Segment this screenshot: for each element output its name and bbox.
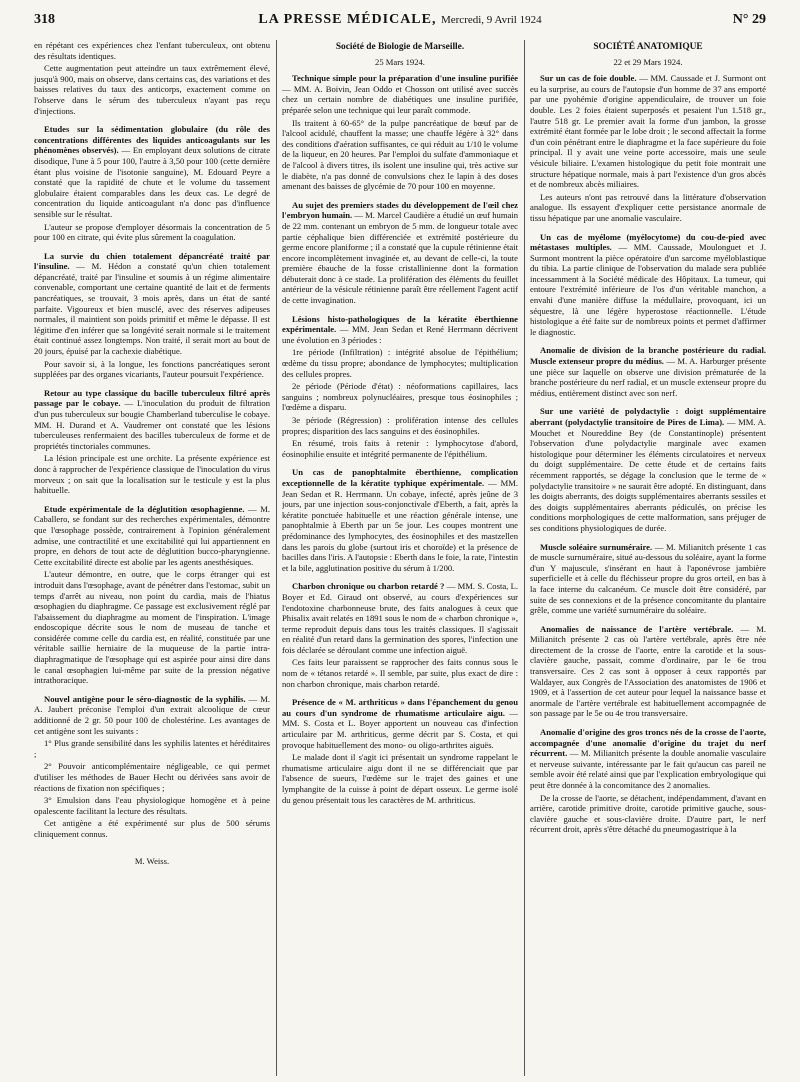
article-body: MM. Jean Sedan et René Herrmann décrivent une évolution en 3 périodes :	[282, 324, 518, 345]
paragraph: La lésion principale est une orchite. La présente expérience est donc à rapprocher de l'expérience classique de l'inoculation du virus morveux ; on sait que la localisation sur le testicule y est la plus habituelle.	[34, 453, 270, 496]
article-vertebrale: Anomalies de naissance de l'artère vertébrale. — M. Milianitch présente 2 cas où l'artère vertébrale, après être née directement de la crosse de l'aorte, entre la carotide et la sous-clavière gauche, passait, comme d'ordinaire, par le 6e trou transversaire. Ces 2 cas sont à opposer à ceux rapportés par Waldayer, aux Congrès de l'Association des anatomistes de 1906 et 1909, et à l'assertion de cet auteur pour lequel la naissance basse et anormale de l'artère vertébrale est habituellement accompagnée de son passage par le 5e ou 4e trou transversaire.	[530, 623, 766, 719]
article-oeil-embryon: Au sujet des premiers stades du développement de l'œil chez l'embryon humain. — M. Marcel Caudière a étudié un œuf humain de 22 mm. contenant un embryon de 5 mm. de longueur totale avec partie céphalique bien différenciée et extrémité postérieure du germe encore planiforme ; il a constaté que la cupule rétinienne était encore incomplètement invaginée et, au devant de celle-ci, la toute première ébauche de la fosse cristallinienne dont la formation débuterait donc à ce stade. La prolifération des éléments du feuillet antérieur de la vésicule rétinienne paraît être réellement l'agent actif de cette invagination.	[282, 199, 518, 306]
article-arthriticus: Présence de « M. arthriticus » dans l'épanchement du genou au cours d'un syndrome de rhumatisme articulaire aigu. — MM. S. Costa et L. Boyer apportent un nouveau cas d'infection articulaire par M. arthriticus, germe décrit par S. Costa, et qui provoque habituellement des mono- ou oligo-arthrites aiguës.	[282, 697, 518, 750]
article-title: Etude expérimentale de la déglutition œsophagienne.	[44, 503, 245, 514]
article-title: Retour au type classique du bacille tuberculeux filtré après passage par le cobaye.	[34, 387, 270, 409]
article-title: La survie du chien totalement dépancréaté traité par l'insuline.	[34, 250, 270, 272]
article-body: M. Milianitch présente 1 cas de muscle surnuméraire, situé au-dessous du soléaire, ayant la forme d'un Y majuscule, s'insérant en haut à l'aponévrose jambière superficielle et à celle du fléchisseur propre du gros orteil, en bas à la face interne du calcanéum. Ce muscle doit être considéré, par suite de ses connexions et de la présence concomitante du plantaire grêle, comme une variété surnuméraire du soléaire.	[530, 541, 766, 616]
paragraph: En résumé, trois faits à retenir : lymphocytose d'abord, éosinophilie ensuite et intégrité permanente de l'épithélium.	[282, 438, 518, 459]
article-body: MM. A. Boivin, Jean Oddo et Chosson ont utilisé avec succès chez un certain nombre de diabétiques une insuline purifiée, préparée selon une technique qui leur paraît commode.	[282, 83, 518, 115]
paragraph: Le malade dont il s'agit ici présentait un syndrome rappelant le rhumatisme articulaire aigu dont il ne se différenciait que par l'absence de sueurs, l'œdème sur le trajet des gaines et une lymphangite de la cuisse à point de départ osseux. Le germe isolé du genou présentait tous les caractères de M. arthriticus.	[282, 752, 518, 805]
article-charbon: Charbon chronique ou charbon retardé ? — MM. S. Costa, L. Boyer et Ed. Giraud ont observé, au cours d'expériences sur l'endotoxine charbonneuse brute, des faits analogues à ceux que Phisalix avait relatés en 1891 sous le nom de « charbon chronique », terme reproduit depuis dans tous les traités classiques. Il s'agissait en réalité d'un retard dans la germination des spores, l'infection une fois déclarée se déroulant comme une infection aiguë.	[282, 581, 518, 655]
article-title: Sur une variété de polydactylie : doigt supplémentaire aberrant (polydactylie transitoire de Pires de Lima).	[530, 406, 766, 427]
paragraph: L'auteur se propose d'employer désormais la concentration de 5 pour 100 en citrate, qui évite plus sûrement la coagulation.	[34, 221, 270, 243]
article-body: M. Hédon a constaté qu'un chien totalement dépancréaté, traité par l'insuline et soumis à un régime alimentaire convenable, comportant une certaine quantité de lait et de ferments pancréatiques, se trouvait, 3 mois après, dans un état de santé parfaite. Vigoureux et bien musclé, avec des réserves adipeuses normales, il maintient son poids primitif et même le dépasse. Il est légitime d'en inférer que sa longévité serait normale si le traitement était continué assez longtemps. Non traité, il serait mort au bout de 20 jours, épuisé par la cachexie diabétique.	[34, 261, 270, 357]
article-insuline-chien: La survie du chien totalement dépancréaté traité par l'insuline. — M. Hédon a constaté qu'un chien totalement dépancréaté, traité par l'insuline et soumis à un régime alimentaire convenable, comportant une certaine quantité de lait et de ferments pancréatiques, se trouvait, 3 mois après, dans un état de santé parfaite. Vigoureux et bien musclé, avec des réserves adipeuses normales, il maintient son poids primitif et même le dépasse. Il est légitime d'en inférer que sa longévité serait normale si le traitement était continué assez longtemps. Non traité, il serait mort au bout de 20 jours, épuisé par la cachexie diabétique.	[34, 250, 270, 357]
list-item: 2e période (Période d'état) : néoformations capillaires, lacs sanguins ; nombreux polynucléaires, presque tous éosinophiles ; l'œdème a disparu.	[282, 381, 518, 413]
article-foie-double: Sur un cas de foie double. — MM. Caussade et J. Surmont ont eu la surprise, au cours de l'autopsie d'un homme de 37 ans emporté par une pyohémie d'origine appendiculaire, de trouver un foie double. Les 2 foies étaient superposés et pesaient l'un 1.518 gr., l'autre 518 gr. Le premier avait la forme d'un jambon, la grosse extrémité étant formée par le lobe droit ; le second affectait la forme d'un coin pénétrant entre le diaphragme et la face supérieure du foie principal. Il y avait une veine porte accessoire, mais une seule vésicule biliaire. L'examen histologique du petit foie montrait une structure hépatique normale, mais à part l'existence d'un gros abcès et de nombreux abcès miliaires.	[530, 73, 766, 190]
article-title: Nouvel antigène pour le séro-diagnostic de la syphilis.	[44, 693, 246, 704]
article-title: Lésions histo-pathologiques de la kératite éberthienne expérimentale.	[282, 313, 518, 335]
list-item: 1re période (Infiltration) : intégrité absolue de l'épithélium; œdème du tissu propre; abondance de lymphocytes; multiplication des cellules propres.	[282, 347, 518, 379]
article-title: Présence de « M. arthriticus » dans l'épanchement du genou au cours d'un syndrome de rhumatisme articulaire aigu.	[282, 697, 518, 718]
article-body: MM. Caussade, Moulonguet et J. Surmont montrent la pièce opératoire d'un sarcome myéloblastique du tibia. La partie clinique de l'observation du malade sera publiée incessamment à la Société médicale des Hôpitaux. La tumeur, qui entoure l'extrémité inférieure de l'os d'un véritable manchon, a envahi d'une manière diffuse la médullaire, provoquant, ici un séquestre, là une légère hyperostose réactionnelle. L'étude histologique a été faite sur de nombreux points et permet d'affirmer le diagnostic.	[530, 242, 766, 337]
article-sedimentation: Etudes sur la sédimentation globulaire (du rôle des concentrations différentes des liquides anticoagulants sur les phénomènes observés). — En employant deux solutions de citrate disodique, l'une à 5 pour 100, l'autre à 3,50 pour 100 (cette dernière étant plus voisine de l'isotonie sanguine), M. Edouard Peyre a constaté que la rapidité de chute et le volume du tassement globulaire étaient comparables dans les deux cas. Le degré de concentration du liquide anticoagulant n'a donc pas d'influence sensible sur le résultat.	[34, 124, 270, 219]
paragraph: Cette augmentation peut atteindre un taux extrêmement élevé, jusqu'à 900, mais on observe, dans certains cas, des variations et des baisses relatives du taux des anticorps, exactement comme on l'observe dans le sérum des tuberculeux n'ayant pas reçu d'injections.	[34, 63, 270, 116]
article-title: Anomalie de division de la branche postérieure du radial. Muscle extenseur propre du médius.	[530, 345, 766, 367]
article-title: Etudes sur la sédimentation globulaire (du rôle des concentrations différentes des liquides anticoagulants sur les phénomènes observés).	[34, 124, 270, 156]
paragraph: Ces faits leur paraissent se rapprocher des faits connus sous le nom de « tétanos retardé ». Il semble, par suite, plus exact de dire : non charbon chronique, mais charbon retardé.	[282, 657, 518, 689]
column-left	[34, 40, 270, 1076]
section-title: Société de Biologie de Marseille.	[335, 42, 465, 52]
session-date: 25 Mars 1924.	[375, 56, 425, 67]
article-title: Un cas de myélome (myélocytome) du cou-de-pied avec métastases multiples.	[530, 231, 766, 253]
article-deglutition: Etude expérimentale de la déglutition œsophagienne. — M. Caballero, se fondant sur des recherches expérimentales, démontre que l'œsophage possède, contrairement à l'opinion généralement admise, une contractilité et une excitabilité qui lui appartiennent en propre, en dehors de tout acte de déglutition bucco-pharyngienne. Cette excitabilité directe est abolie par les agents anesthésiques.	[34, 503, 270, 567]
article-title: Anomalies de naissance de l'artère vertébrale.	[540, 623, 734, 634]
paragraph: Ils traitent à 60-65° de la pulpe pancréatique de bœuf par de l'alcool acidulé, chauffent la masse; une chauffe légère à 32° dans des conditions d'aération suffisantes, ce qui réduit au 1/10 le volume de la liqueur, en 20 heures. Par l'emploi du sulfate d'ammoniaque et de l'alcool à divers titres, ils isolent une insuline qui, très active sur le diabète, n'a pas donné de convulsions chez le lapin à des doses amenant des baisses de glycémie de 70 pour 100 en moyenne.	[282, 117, 518, 192]
article-body: MM. S. Costa, L. Boyer et Ed. Giraud ont observé, au cours d'expériences sur l'endotoxine charbonneuse brute, des faits analogues à ceux que Phisalix avait relatés en 1891 sous le nom de « charbon chronique », terme reproduit depuis dans tous les traités classiques. Il s'agissait en réalité d'un retard dans la germination des spores, l'infection une fois déclarée se déroulant comme une infection aiguë.	[282, 581, 518, 655]
article-body: MM. Caussade et J. Surmont ont eu la surprise, au cours de l'autopsie d'un homme de 37 ans emporté par une pyohémie d'origine appendiculaire, de trouver un foie double. Les 2 foies étaient superposés et pesaient l'un 1.518 gr., l'autre 518 gr. Le premier avait la forme d'un jambon, la grosse extrémité étant formée par le lobe droit ; le second affectait la forme d'un coin pénétrant entre le diaphragme et la face supérieure du foie principal. Il y avait une veine porte accessoire, mais une seule vésicule biliaire. L'examen histologique du petit foie montrait une structure hépatique normale, mais à part l'existence d'un gros abcès et de nombreux abcès miliaires.	[530, 73, 766, 190]
column-rule	[276, 40, 277, 1076]
article-body: L'inoculation du produit de filtration d'un pus tuberculeux sur bougie Chamberland tuberculise le cobaye. MM. H. Durand et A. Vaudremer ont constaté que les lésions tuberculeuses renfermaient des bacilles tuberculeux de forme et de propriétés tinctoriales communes.	[34, 398, 270, 451]
article-panophtalmite: Un cas de panophtalmite éberthienne, complication exceptionnelle de la kératite typhique expérimentale. — MM. Jean Sedan et R. Herrmann. Un cobaye, infecté, après jeûne de 3 jours, par une injection sous-conjonctivale d'Eberth, a fait, après la kératite ponctuée habituelle et une réaction générale intense, une panophtalmie à Eberth par un 5e jour. Les coupes montrent une prédominance des lymphocytes, des éosinophiles et des mastzellen dans les parois du globe (surtout iris et choroïde) et la présence de bacilles dans l'iris. A l'autopsie : Eberth dans le foie, la rate, l'intestin et la bile, agglutination positive du sérum à 1/200.	[282, 467, 518, 573]
paragraph: Cet antigène a été expérimenté sur plus de 500 sérums cliniquement connus.	[34, 818, 270, 839]
signature: M. Weiss.	[134, 855, 170, 866]
article-body: M. Milianitch présente 2 cas où l'artère vertébrale, après être née directement de la crosse de l'aorte, entre la carotide et la sous-clavière gauche, passait, comme d'ordinaire, par le 6e trou transversaire. Ces 2 cas sont à opposer à ceux rapportés par Waldayer, aux Congrès de l'Association des anatomistes de 1906 et 1909, et à l'assertion de cet auteur pour lequel la naissance basse et anormale de l'artère vertébrale est habituellement accompagnée de son passage par le 5e ou 4e trou transversaire.	[530, 623, 766, 719]
running-title	[34, 12, 766, 28]
column-rule	[524, 40, 525, 1076]
article-body: MM. A. Mouchet et Noureddine Bey (de Constantinople) présentent l'observation d'une polydactylie marginale avec examen histologique pour déterminer les éléments circulatoires et nerveux du doigt supplémentaire. De cette étude et de certains faits récemment rapportés, se dégage la conclusion que le terme de « polydactylie transitoire » ne saurait être adopté. En distinguant, dans les doigts aberrants, des doigts supplémentaires aberrants sessiles et des doigts supplémentaires aberrants pédiculés, on précise les conditions morphologiques de cette malformation, sans préjuger de ses conditions physiologiques de durée.	[530, 417, 766, 533]
article-body: M. Marcel Caudière a étudié un œuf humain de 22 mm. contenant un embryon de 5 mm. de longueur totale avec partie céphalique bien différenciée et extrémité postérieure du germe encore planiforme ; il a constaté que la cupule rétinienne était encore incomplètement invaginée et, au devant de celle-ci, la toute première ébauche de la fosse cristallinienne dont la formation débuterait donc à ce stade. La prolifération des éléments du feuillet antérieur de la vésicule rétinienne paraît être réellement l'agent actif de cette invagination.	[282, 210, 518, 306]
list-item: 3° Emulsion dans l'eau physiologique homogène et à peine opalescente facilitant la lecture des résultats.	[34, 795, 270, 816]
article-bacille-filtre: Retour au type classique du bacille tuberculeux filtré après passage par le cobaye. — L'inoculation du produit de filtration d'un pus tuberculeux sur bougie Chamberland tuberculise le cobaye. MM. H. Durand et A. Vaudremer ont constaté que les lésions tuberculeuses renfermaient des bacilles tuberculeux de forme et de propriétés tinctoriales communes.	[34, 387, 270, 451]
paragraph: Pour savoir si, à la longue, les fonctions pancréatiques seront suppléées par des organes vicariants, l'auteur poursuit l'expérience.	[34, 358, 270, 380]
session-date: 22 et 29 Mars 1924.	[613, 56, 683, 67]
article-title: Au sujet des premiers stades du développement de l'œil chez l'embryon humain.	[282, 199, 518, 221]
article-title: Technique simple pour la préparation d'une insuline purifiée	[292, 73, 518, 84]
article-title: Muscle soléaire surnuméraire.	[540, 541, 653, 552]
paragraph: Les auteurs n'ont pas retrouvé dans la littérature d'observation analogue. Ils essayent d'expliquer cette persistance anormale de tissu hépatique par une anomalie vasculaire.	[530, 191, 766, 223]
article-antigene: Nouvel antigène pour le séro-diagnostic de la syphilis. — M. A. Jaubert préconise l'emploi d'un extrait alcoolique de cœur additionné de 2 gr. 50 pour 100 de cholestérine. Les avantages de cet antigène sont les suivants :	[34, 693, 270, 736]
list-item: 3e période (Régression) : prolifération intense des cellules propres; disparition des lacs sanguins et des éosinophiles.	[282, 415, 518, 436]
list-item: 1° Plus grande sensibilité dans les syphilis latentes et héréditaires ;	[34, 738, 270, 759]
article-body: MM. Jean Sedan et R. Herrmann. Un cobaye, infecté, après jeûne de 3 jours, par une injection sous-conjonctivale d'Eberth, a fait, après la kératite ponctuée habituelle et une réaction générale intense, une panophtalmie à Eberth par un 5e jour. Les coupes montrent une prédominance des lymphocytes, des éosinophiles et des mastzellen dans les parois du globe (surtout iris et choroïde) et la présence de bacilles dans l'iris. A l'autopsie : Eberth dans le foie, la rate, l'intestin et la bile, agglutination positive du sérum à 1/200.	[282, 477, 518, 573]
paragraph: en répétant ces expériences chez l'enfant tuberculeux, ont obtenu des résultats identiques.	[34, 40, 270, 61]
article-body: M. A. Harburger présente une pièce sur laquelle on observe une division prématurée de la branche postérieure du nerf radial, et un muscle extenseur propre du médius, entièrement distinct avec son nerf.	[530, 356, 766, 398]
article-insuline-purifiee: Technique simple pour la préparation d'une insuline purifiée — MM. A. Boivin, Jean Oddo et Chosson ont utilisé avec succès chez un certain nombre de diabétiques une insuline purifiée, préparée selon une technique qui leur paraît commode.	[282, 73, 518, 115]
page-number: 318	[34, 12, 55, 27]
issue-date: Mercredi, 9 Avril 1924	[440, 14, 542, 26]
article-title: Charbon chronique ou charbon retardé ?	[292, 581, 445, 592]
article-myelome: Un cas de myélome (myélocytome) du cou-de-pied avec métastases multiples. — MM. Caussade, Moulonguet et J. Surmont montrent la pièce opératoire d'un sarcome myéloblastique du tibia. La partie clinique de l'observation du malade sera publiée incessamment à la Société médicale des Hôpitaux. La tumeur, qui entoure l'extrémité inférieure de l'os d'un véritable manchon, a envahi d'une manière diffuse la médullaire, provoquant, ici un séquestre, là une légère hyperostose réactionnelle. L'étude histologique a été faite sur de nombreux points et permet d'affirmer le diagnostic.	[530, 231, 766, 337]
article-soleaire: Muscle soléaire surnuméraire. — M. Milianitch présente 1 cas de muscle surnuméraire, situé au-dessous du soléaire, ayant la forme d'un Y majuscule, s'insérant en haut à l'aponévrose jambière superficielle et à celle du fléchisseur propre du gros orteil, en bas à la face interne du calcanéum. Ce muscle doit être considéré, par suite de ses connexions et de la présence concomitante du plantaire grêle, comme une variété surnuméraire du soléaire.	[530, 541, 766, 616]
column-middle	[282, 40, 518, 1076]
article-radial: Anomalie de division de la branche postérieure du radial. Muscle extenseur propre du médius. — M. A. Harburger présente une pièce sur laquelle on observe une division prématurée de la branche postérieure du nerf radial, et un muscle extenseur propre du médius, entièrement distinct avec son nerf.	[530, 345, 766, 398]
article-body: En employant deux solutions de citrate disodique, l'une à 5 pour 100, l'autre à 3,50 pour 100 (cette dernière étant plus voisine de l'isotonie sanguine), M. Edouard Peyre a constaté que la rapidité de chute et le volume du tassement globulaire étaient comparables dans les deux cas. Le degré de concentration du liquide anticoagulant n'a donc pas d'influence sensible sur le résultat.	[34, 145, 270, 219]
journal-name: LA PRESSE MÉDICALE,	[258, 12, 437, 27]
article-body: M. A. Jaubert préconise l'emploi d'un extrait alcoolique de cœur additionné de 2 gr. 50 pour 100 de cholestérine. Les avantages de cet antigène sont les suivants :	[34, 693, 270, 736]
article-body: M. Caballero, se fondant sur des recherches expérimentales, démontre que l'œsophage possède, contrairement à l'opinion généralement admise, une contractilité et une excitabilité qui lui appartiennent en propre, en dehors de tout acte de déglutition bucco-pharyngienne. Cette excitabilité directe est abolie par les agents anesthésiques.	[34, 503, 270, 567]
article-body: M. Milianitch présente la double anomalie vasculaire et nerveuse suivante, intéressante par le fait qu'aucun cas pareil ne semble avoir été relaté ainsi que par l'explication embryologique qui peut être donnée à la concomitance des 2 anomalies.	[530, 748, 766, 790]
article-title: Sur un cas de foie double.	[540, 73, 637, 84]
article-title: Anomalie d'origine des gros troncs nés de la crosse de l'aorte, accompagnée d'une anomalie d'origine du trajet du nerf récurrent.	[530, 727, 766, 759]
list-item: 2° Pouvoir anticomplémentaire négligeable, ce qui permet d'utiliser les méthodes de Bauer Hecht ou dérivées sans avoir de réactions de fixation non spécifiques ;	[34, 761, 270, 793]
paragraph: De la crosse de l'aorte, se détachent, indépendamment, d'avant en arrière, carotide primitive droite, carotide primitive gauche, sous-clavière gauche et sous-clavière droite. D'autre part, le nerf récurrent droit, après s'être détaché du pneumogastrique à la	[530, 792, 766, 835]
article-polydactylie: Sur une variété de polydactylie : doigt supplémentaire aberrant (polydactylie transitoire de Pires de Lima). — MM. A. Mouchet et Noureddine Bey (de Constantinople) présentent l'observation d'une polydactylie marginale avec examen histologique pour déterminer les éléments circulatoires et nerveux du doigt supplémentaire. De cette étude et de certains faits récemment rapportés, se dégage la conclusion que le terme de « polydactylie transitoire » ne saurait être adopté. En distinguant, dans les doigts aberrants, des doigts supplémentaires aberrants sessiles et des doigts supplémentaires aberrants pédiculés, on précise les conditions morphologiques de cette malformation, sans préjuger de ses conditions physiologiques de durée.	[530, 406, 766, 533]
article-title: Un cas de panophtalmite éberthienne, complication exceptionnelle de la kératite typhique expérimentale.	[282, 467, 518, 488]
issue-number: N° 29	[732, 12, 766, 27]
page-header	[34, 10, 766, 34]
section-title: SOCIÉTÉ ANATOMIQUE	[593, 42, 703, 52]
article-crosse-aorte: Anomalie d'origine des gros troncs nés de la crosse de l'aorte, accompagnée d'une anomalie d'origine du trajet du nerf récurrent. — M. Milianitch présente la double anomalie vasculaire et nerveuse suivante, intéressante par le fait qu'aucun cas pareil ne semble avoir été relaté ainsi que par l'explication embryologique qui peut être donnée à la concomitance des 2 anomalies.	[530, 727, 766, 790]
article-body: MM. S. Costa et L. Boyer apportent un nouveau cas d'infection articulaire par M. arthriticus, germe décrit par S. Costa, et qui provoque habituellement des mono- ou oligo-arthrites aiguës.	[282, 718, 518, 750]
article-keratite: Lésions histo-pathologiques de la kératite éberthienne expérimentale. — MM. Jean Sedan et René Herrmann décrivent une évolution en 3 périodes :	[282, 313, 518, 345]
column-right	[530, 40, 766, 1076]
paragraph: L'auteur démontre, en outre, que le corps étranger qui est introduit dans l'œsophage, avant de pénétrer dans l'estomac, subit un temps d'arrêt au niveau, non point du cardia, mais de l'hiatus œsophagien du diaphragme. Ce passage est exclusivement réglé par l'abaissement du diaphragme au moment de l'inspiration. L'image endoscopique décrite sous le nom de museau de tanche et considérée comme celle du cardia est, en réalité, constituée par une véritable saillie herniaire de la muqueuse de la partie intra-diaphragmatique de l'œsophage qui est aspirée pour ainsi dire dans le canal œsophagien lui-même par suite de la pression négative intrathoracique.	[34, 569, 270, 686]
